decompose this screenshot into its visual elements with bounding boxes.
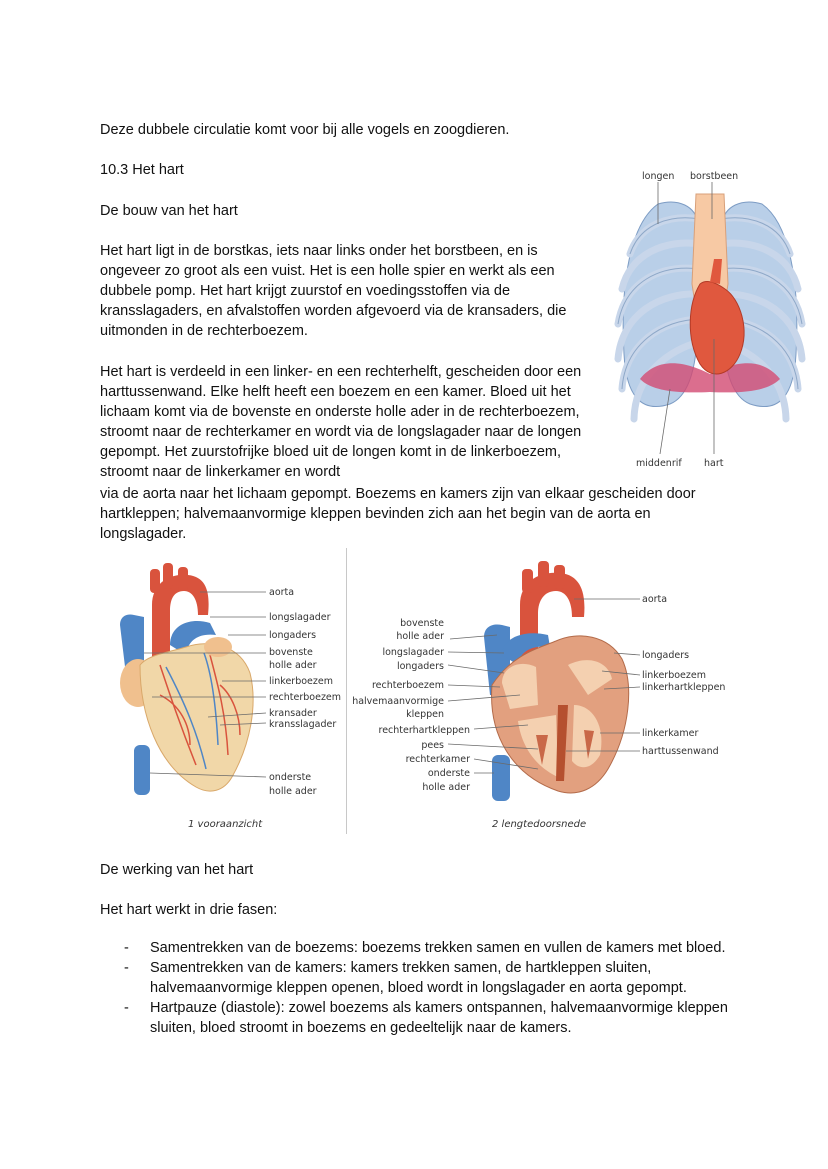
label-bovenste-section: bovenste [400, 618, 444, 629]
werking-intro: Het hart werkt in drie fasen: [100, 902, 278, 918]
label-onderste-holle-ader-section: holle ader [422, 782, 470, 793]
subsection-bouw: De bouw van het hart [100, 203, 238, 219]
label-rechterboezem-front: rechterboezem [269, 692, 342, 703]
phase-text: Samentrekken van de kamers: kamers trekken samen, de hartkleppen sluiten, halvemaanvormige kleppen openen, bloed wordt in longslagader en aorta gepompt. [150, 960, 687, 996]
label-kransslagader-front: kransslagader [269, 719, 337, 730]
label-longaders-section-right: longaders [642, 650, 690, 661]
label-pees-section: pees [421, 740, 444, 751]
heart-front-figure [100, 555, 342, 835]
heart-section-figure [352, 555, 732, 835]
phase-item: - Samentrekken van de boezems: boezems trekken samen en vullen de kamers met bloed. [124, 940, 726, 956]
label-longaders-section-left: longaders [396, 661, 444, 672]
label-kransader-front: kransader [269, 708, 317, 719]
label-longslagader-section: longslagader [382, 647, 444, 658]
phase-item: - Hartpauze (diastole): zowel boezems als kamers ontspannen, halvemaanvormige kleppen sluiten, bloed stroomt in boezems en gedeeltelijk naar de kamers. [124, 1000, 728, 1036]
label-longen: longen [642, 171, 675, 182]
caption-vooraanzicht: 1 vooraanzicht [188, 819, 263, 830]
label-harttussenwand-section: harttussenwand [642, 746, 719, 757]
phases-list [100, 938, 740, 1038]
label-onderste-section: onderste [427, 768, 470, 779]
phase-text: Hartpauze (diastole): zowel boezems als kamers ontspannen, halvemaanvormige kleppen sluiten, bloed stroomt in boezems en gedeeltelijk naar de kamers. [150, 1000, 728, 1036]
label-longaders-front: longaders [269, 630, 317, 641]
paragraph-hart-bouw: Het hart is verdeeld in een linker- en een rechterhelft, gescheiden door een harttussenwand. Elke helft heeft een boezem en een kamer. Bloed uit het lichaam komt via de bovenste en onderste holle ader in de rechterboezem, stroomt naar de rechterkamer en wordt via de longslagader naar de longen gepompt. Het zuurstofrijke bloed uit de longen komt in de linkerboezem, stroomt naar de linkerkamer en wordt [100, 364, 582, 480]
label-rechterhartkleppen-section: rechterhartkleppen [378, 725, 470, 736]
phase-text: Samentrekken van de boezems: boezems trekken samen en vullen de kamers met bloed. [150, 940, 726, 956]
label-linkerkamer-section: linkerkamer [642, 728, 699, 739]
label-rechterboezem-section: rechterboezem [371, 680, 444, 691]
label-onderste-front: onderste [269, 772, 312, 783]
label-aorta-front: aorta [269, 587, 295, 598]
label-middenrif: middenrif [636, 458, 682, 469]
intro-sentence: Deze dubbele circulatie komt voor bij alle vogels en zoogdieren. [100, 122, 510, 138]
label-linkerboezem-section: linkerboezem [642, 670, 706, 681]
figure-divider [346, 548, 347, 834]
paragraph-hart-ligging: Het hart ligt in de borstkas, iets naar links onder het borstbeen, en is ongeveer zo groot als een vuist. Het is een holle spier en werkt als een dubbele pomp. Het hart krijgt zuurstof en voedingsstoffen via de kransslagaders, en afvalstoffen worden afgevoerd via de kransaders, die uitmonden in de rechterboezem. [100, 243, 567, 339]
label-borstbeen: borstbeen [690, 171, 739, 182]
label-longslagader-front: longslagader [269, 612, 331, 623]
label-kleppen-section: kleppen [406, 709, 444, 720]
label-linkerboezem-front: linkerboezem [269, 676, 333, 687]
paragraph-hart-bouw-vervolg: via de aorta naar het lichaam gepompt. Boezems en kamers zijn van elkaar gescheiden door hartkleppen; halvemaanvormige kleppen bevinden zich aan het begin van de aorta en longslagader. [100, 486, 696, 542]
section-title: 10.3 Het hart [100, 162, 184, 178]
label-holle-ader-section: holle ader [396, 631, 444, 642]
label-halvemaanvormige-section: halvemaanvormige [352, 696, 444, 707]
label-hart: hart [704, 458, 724, 469]
label-linkerhartkleppen-section: linkerhartkleppen [642, 682, 726, 693]
label-onderste-holle-ader-front: holle ader [269, 786, 317, 797]
thorax-figure [600, 164, 820, 474]
caption-lengtedoorsnede: 2 lengtedoorsnede [492, 819, 587, 830]
label-aorta-section: aorta [642, 594, 668, 605]
label-rechterkamer-section: rechterkamer [405, 754, 470, 765]
label-holle-ader-front: holle ader [269, 660, 317, 671]
phase-item: - Samentrekken van de kamers: kamers trekken samen, de hartkleppen sluiten, halvemaanvormige kleppen openen, bloed wordt in longslagader en aorta gepompt. [124, 960, 687, 996]
label-bovenste-front: bovenste [269, 647, 313, 658]
subsection-werking: De werking van het hart [100, 862, 254, 878]
